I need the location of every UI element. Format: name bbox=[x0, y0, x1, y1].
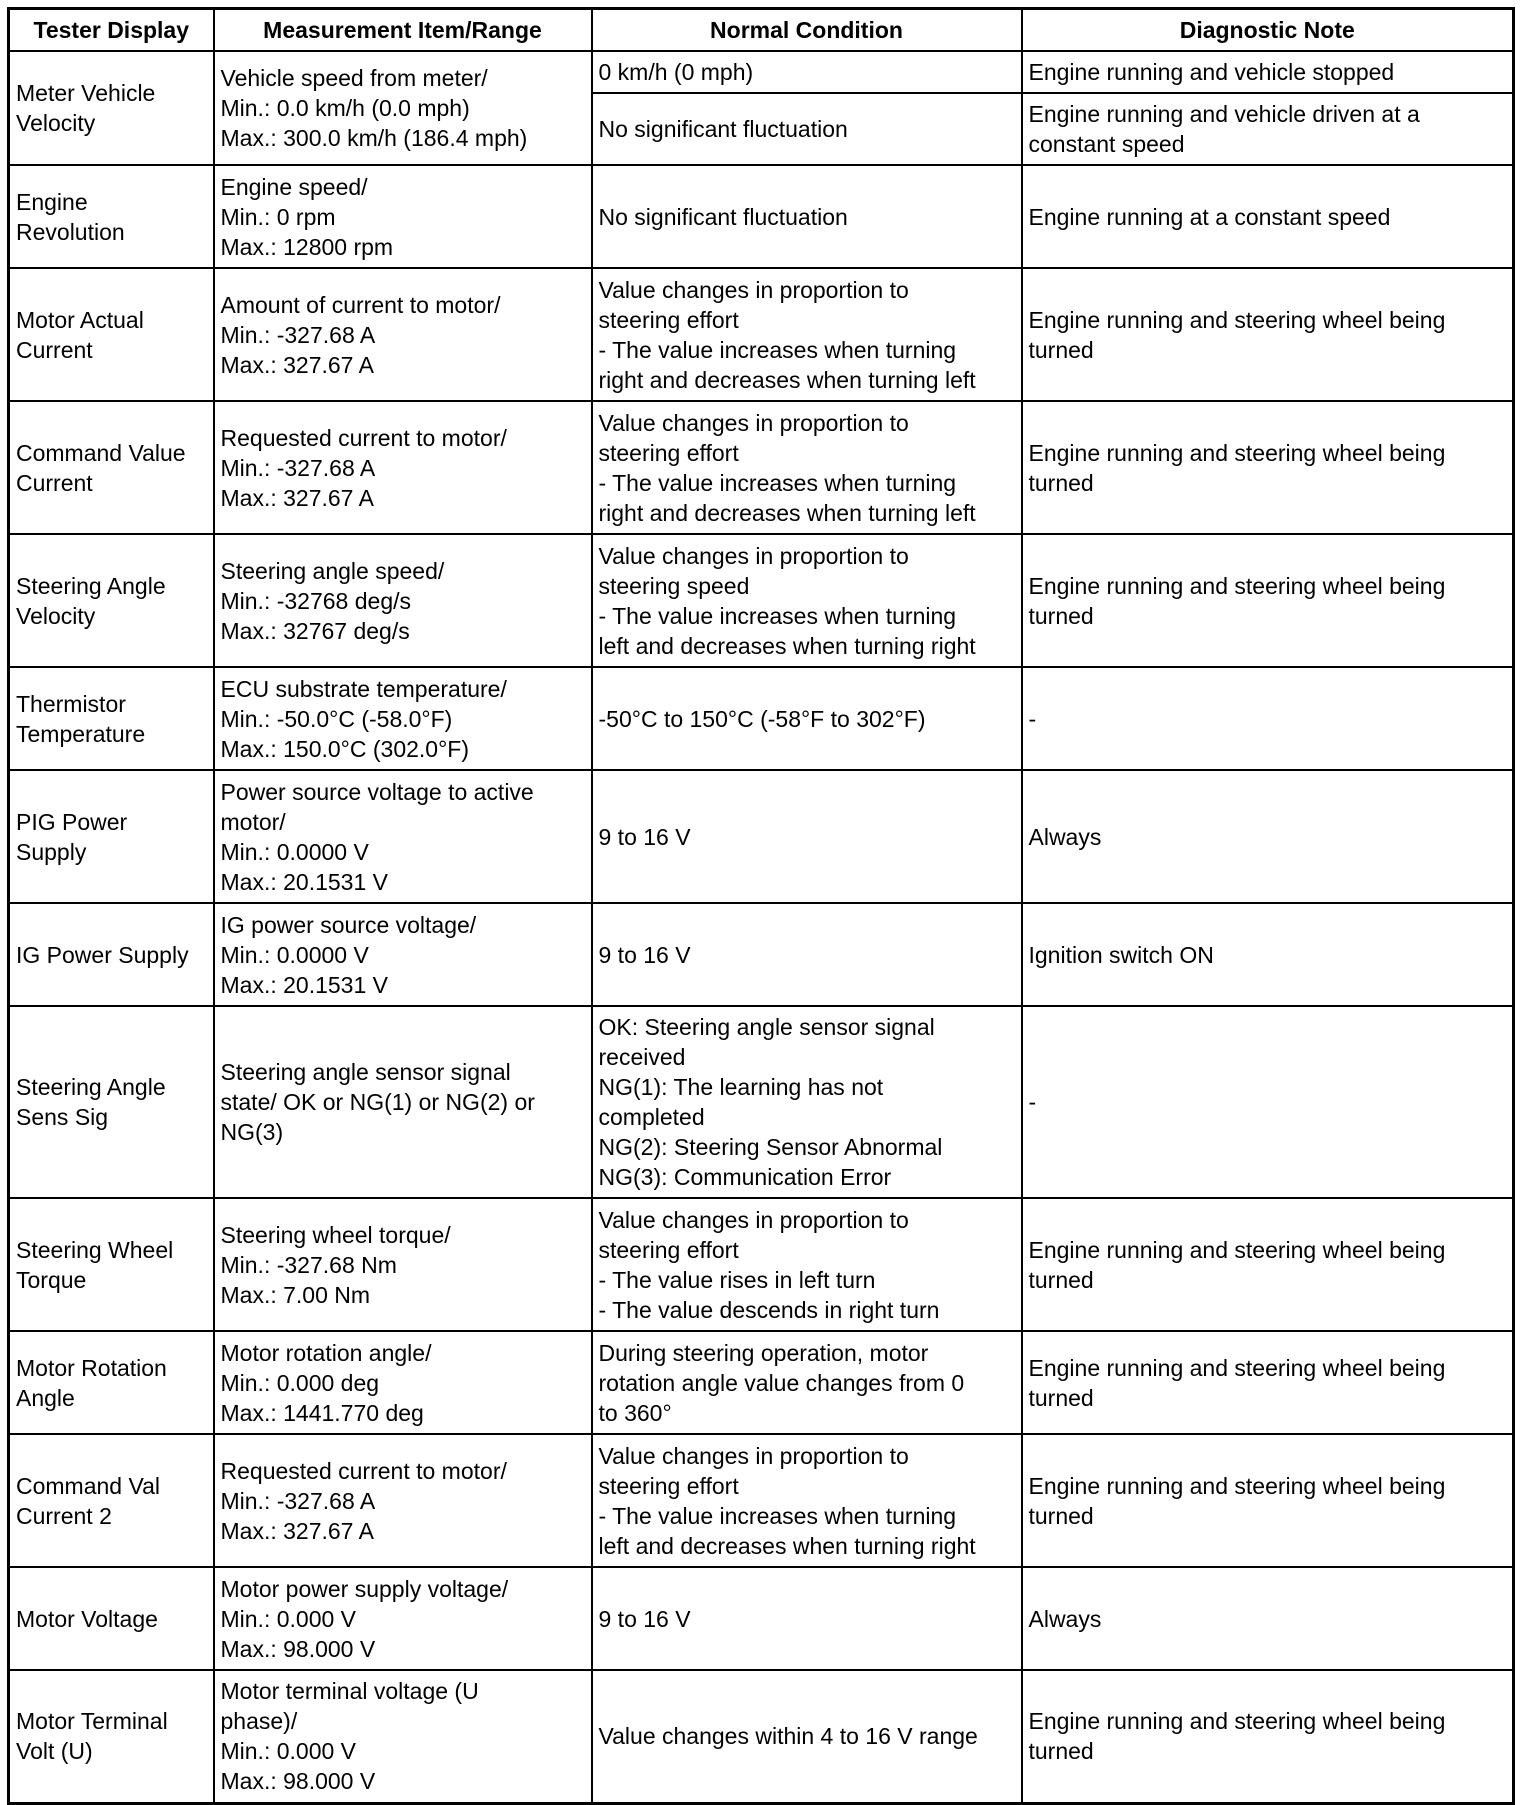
normal-condition-cell: 0 km/h (0 mph) bbox=[592, 51, 1022, 93]
header-normal-condition: Normal Condition bbox=[592, 9, 1022, 52]
data-list-table bbox=[7, 7, 1515, 1805]
measurement-range-cell: Requested current to motor/ Min.: -327.68 A Max.: 327.67 A bbox=[214, 1434, 592, 1567]
table-row bbox=[9, 1567, 1514, 1670]
normal-condition-cell: 9 to 16 V bbox=[592, 1567, 1022, 1670]
diagnostic-note-cell: Engine running and vehicle stopped bbox=[1022, 51, 1514, 93]
tester-display-cell: Motor Actual Current bbox=[9, 268, 214, 401]
table-row bbox=[9, 903, 1514, 1006]
tester-display-cell: Meter Vehicle Velocity bbox=[9, 51, 214, 165]
tester-display-cell: Engine Revolution bbox=[9, 165, 214, 268]
measurement-range-cell: Steering wheel torque/ Min.: -327.68 Nm Max.: 7.00 Nm bbox=[214, 1198, 592, 1331]
data-list-page bbox=[7, 7, 1515, 1805]
tester-display-cell: Thermistor Temperature bbox=[9, 667, 214, 770]
measurement-range-cell: Steering angle sensor signal state/ OK or NG(1) or NG(2) or NG(3) bbox=[214, 1006, 592, 1198]
table-row bbox=[9, 770, 1514, 903]
tester-display-cell: Steering Angle Velocity bbox=[9, 534, 214, 667]
diagnostic-note-cell: - bbox=[1022, 667, 1514, 770]
header-tester-display: Tester Display bbox=[9, 9, 214, 52]
diagnostic-note-cell: - bbox=[1022, 1006, 1514, 1198]
table-row bbox=[9, 1006, 1514, 1198]
measurement-range-cell: ECU substrate temperature/ Min.: -50.0°C (-58.0°F) Max.: 150.0°C (302.0°F) bbox=[214, 667, 592, 770]
normal-condition-cell: During steering operation, motor rotation angle value changes from 0 to 360° bbox=[592, 1331, 1022, 1434]
tester-display-cell: Command Value Current bbox=[9, 401, 214, 534]
table-row bbox=[9, 401, 1514, 534]
diagnostic-note-cell: Engine running and steering wheel being turned bbox=[1022, 1331, 1514, 1434]
tester-display-cell: Command Val Current 2 bbox=[9, 1434, 214, 1567]
table-row bbox=[9, 165, 1514, 268]
tester-display-cell: Steering Angle Sens Sig bbox=[9, 1006, 214, 1198]
diagnostic-note-cell: Always bbox=[1022, 770, 1514, 903]
diagnostic-note-cell: Engine running at a constant speed bbox=[1022, 165, 1514, 268]
table-row bbox=[9, 1434, 1514, 1567]
measurement-range-cell: Amount of current to motor/ Min.: -327.68 A Max.: 327.67 A bbox=[214, 268, 592, 401]
tester-display-cell: Steering Wheel Torque bbox=[9, 1198, 214, 1331]
header-diagnostic-note: Diagnostic Note bbox=[1022, 9, 1514, 52]
diagnostic-note-cell: Engine running and steering wheel being turned bbox=[1022, 534, 1514, 667]
diagnostic-note-cell: Ignition switch ON bbox=[1022, 903, 1514, 1006]
normal-condition-cell: -50°C to 150°C (-58°F to 302°F) bbox=[592, 667, 1022, 770]
table-row bbox=[9, 1331, 1514, 1434]
tester-display-cell: Motor Terminal Volt (U) bbox=[9, 1670, 214, 1803]
normal-condition-cell: 9 to 16 V bbox=[592, 903, 1022, 1006]
normal-condition-cell: Value changes in proportion to steering effort - The value increases when turning left and decreases when turning right bbox=[592, 1434, 1022, 1567]
tester-display-cell: PIG Power Supply bbox=[9, 770, 214, 903]
diagnostic-note-cell: Engine running and vehicle driven at a constant speed bbox=[1022, 93, 1514, 165]
measurement-range-cell: Motor rotation angle/ Min.: 0.000 deg Max.: 1441.770 deg bbox=[214, 1331, 592, 1434]
diagnostic-note-cell: Engine running and steering wheel being turned bbox=[1022, 1434, 1514, 1567]
diagnostic-note-cell: Engine running and steering wheel being turned bbox=[1022, 268, 1514, 401]
diagnostic-note-cell: Always bbox=[1022, 1567, 1514, 1670]
normal-condition-cell: Value changes in proportion to steering effort - The value rises in left turn - The value descends in right turn bbox=[592, 1198, 1022, 1331]
normal-condition-cell: No significant fluctuation bbox=[592, 93, 1022, 165]
measurement-range-cell: Engine speed/ Min.: 0 rpm Max.: 12800 rpm bbox=[214, 165, 592, 268]
table-row bbox=[9, 534, 1514, 667]
normal-condition-cell: No significant fluctuation bbox=[592, 165, 1022, 268]
tester-display-cell: IG Power Supply bbox=[9, 903, 214, 1006]
measurement-range-cell: Motor power supply voltage/ Min.: 0.000 V Max.: 98.000 V bbox=[214, 1567, 592, 1670]
normal-condition-cell: Value changes in proportion to steering effort - The value increases when turning right and decreases when turning left bbox=[592, 268, 1022, 401]
measurement-range-cell: Vehicle speed from meter/ Min.: 0.0 km/h (0.0 mph) Max.: 300.0 km/h (186.4 mph) bbox=[214, 51, 592, 165]
diagnostic-note-cell: Engine running and steering wheel being turned bbox=[1022, 1670, 1514, 1803]
normal-condition-cell: Value changes within 4 to 16 V range bbox=[592, 1670, 1022, 1803]
normal-condition-cell: Value changes in proportion to steering effort - The value increases when turning right and decreases when turning left bbox=[592, 401, 1022, 534]
table-row bbox=[9, 268, 1514, 401]
normal-condition-cell: 9 to 16 V bbox=[592, 770, 1022, 903]
normal-condition-cell: OK: Steering angle sensor signal received NG(1): The learning has not completed NG(2): Steering Sensor Abnormal NG(3): Communication Error bbox=[592, 1006, 1022, 1198]
measurement-range-cell: Requested current to motor/ Min.: -327.68 A Max.: 327.67 A bbox=[214, 401, 592, 534]
table-row bbox=[9, 667, 1514, 770]
tester-display-cell: Motor Voltage bbox=[9, 1567, 214, 1670]
tester-display-cell: Motor Rotation Angle bbox=[9, 1331, 214, 1434]
measurement-range-cell: IG power source voltage/ Min.: 0.0000 V Max.: 20.1531 V bbox=[214, 903, 592, 1006]
measurement-range-cell: Motor terminal voltage (U phase)/ Min.: 0.000 V Max.: 98.000 V bbox=[214, 1670, 592, 1803]
measurement-range-cell: Power source voltage to active motor/ Min.: 0.0000 V Max.: 20.1531 V bbox=[214, 770, 592, 903]
header-row bbox=[9, 9, 1514, 52]
table-row bbox=[9, 1670, 1514, 1803]
table-row bbox=[9, 1198, 1514, 1331]
table-row bbox=[9, 51, 1514, 93]
diagnostic-note-cell: Engine running and steering wheel being turned bbox=[1022, 401, 1514, 534]
header-measurement-range: Measurement Item/Range bbox=[214, 9, 592, 52]
diagnostic-note-cell: Engine running and steering wheel being turned bbox=[1022, 1198, 1514, 1331]
measurement-range-cell: Steering angle speed/ Min.: -32768 deg/s Max.: 32767 deg/s bbox=[214, 534, 592, 667]
normal-condition-cell: Value changes in proportion to steering speed - The value increases when turning left and decreases when turning right bbox=[592, 534, 1022, 667]
